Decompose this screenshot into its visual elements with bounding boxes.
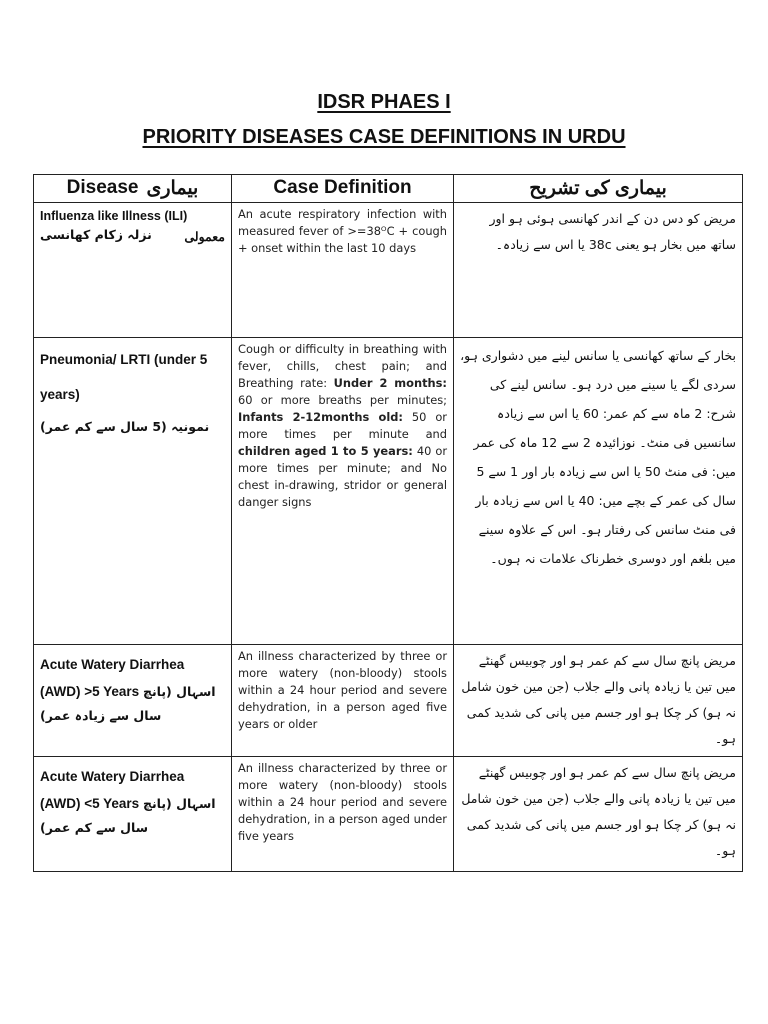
disease-cell	[34, 338, 232, 645]
table-row	[34, 645, 743, 757]
disease-name-en: Acute Watery Diarrhea	[40, 769, 185, 784]
header-case-definition: Case Definition	[232, 175, 454, 203]
definition-text: Cough or difficulty in breathing with fever, chills, chest pain; and Breathing rate:	[238, 342, 447, 390]
definition-text: 60 or more breaths per minutes;	[238, 393, 447, 407]
header-disease-ur: بیماری	[146, 178, 199, 199]
disease-name-ur: سال سے کم عمر)	[40, 820, 148, 835]
disease-cell	[34, 203, 232, 338]
disease-name-ur-a: اسہال (پانچ	[142, 796, 216, 811]
case-definition-cell	[232, 338, 454, 645]
definition-bold: children aged 1 to 5 years:	[238, 444, 413, 458]
case-definition-cell: An illness characterized by three or more watery (non-bloody) stools within a 24 hour period and severe dehydration, in a person aged under five years	[232, 757, 454, 872]
page-title: IDSR PHAES I	[317, 91, 451, 113]
disease-name-en-line2: (AWD) <5 Years	[40, 796, 140, 811]
header-disease-en: Disease	[66, 177, 139, 198]
urdu-explanation-cell: بخار کے ساتھ کھانسی یا سانس لینے میں دشواری ہو، سردی لگے یا سینے میں درد ہو۔ سانس لینے کی شرح: 2 ماہ سے کم عمر: 60 یا اس سے زیادہ سانسیں فی منٹ۔ نوزائیدہ 2 سے 12 ماہ کی عمر میں: فی منٹ 50 یا اس سے زیادہ بار اور 1 سے 5 سال کی عمر کے بچے میں: 40 یا اس سے زیادہ بار فی منٹ سانس کی رفتار ہو۔ اس کے علاوہ سینے میں بلغم اور دوسری خطرناک علامات نہ ہوں۔	[454, 338, 743, 645]
disease-name-ur: سال سے زیادہ عمر)	[40, 708, 162, 723]
table-header-row	[34, 175, 743, 203]
disease-name-ur-suffix: معمولی	[184, 230, 225, 244]
table-row	[34, 203, 743, 338]
disease-name-en: Acute Watery Diarrhea	[40, 657, 185, 672]
page-subtitle: PRIORITY DISEASES CASE DEFINITIONS IN URDU	[142, 126, 626, 148]
header-explanation: بیماری کی تشریح	[454, 175, 743, 203]
urdu-explanation-cell: مریض پانچ سال سے کم عمر ہو اور چوبیس گھنٹے میں تین یا زیادہ پانی والے جلاب (جن مین خون شامل نہ ہو) کر چکا ہو اور جسم میں پانی کی شدید کمی ہو۔	[454, 757, 743, 872]
disease-cell	[34, 645, 232, 757]
disease-name-ur-a: اسہال (پانچ	[142, 684, 216, 699]
case-definitions-table	[33, 174, 743, 872]
table-row	[34, 338, 743, 645]
disease-name-en-line2: years)	[40, 387, 80, 402]
urdu-explanation-cell: مریض پانچ سال سے کم عمر ہو اور چوبیس گھنٹے میں تین یا زیادہ پانی والے جلاب (جن مین خون شامل نہ ہو) کر چکا ہو اور جسم میں پانی کی شدید کمی ہو۔	[454, 645, 743, 757]
definition-text: 40 or more times per minute; and No chest in-drawing, stridor or general danger signs	[238, 444, 448, 509]
disease-name-ur: نمونیہ (5 سال سے کم عمر)	[40, 419, 210, 434]
disease-name-ur: نزلہ زکام کھانسی	[40, 227, 152, 242]
header-disease	[34, 175, 232, 203]
definition-bold: Infants 2-12months old:	[238, 410, 403, 424]
disease-name-en: Influenza like Illness (ILI)	[40, 209, 188, 223]
case-definition-cell: An illness characterized by three or more watery (non-bloody) stools within a 24 hour period and severe dehydration, in a person aged five years or older	[232, 645, 454, 757]
table-row	[34, 757, 743, 872]
case-definition-cell: An acute respiratory infection with measured fever of >=38ᴼC + cough + onset within the last 10 days	[232, 203, 454, 338]
definition-text: 50 or more times per minute and	[238, 410, 447, 441]
disease-name-en: Pneumonia/ LRTI (under 5	[40, 352, 208, 367]
disease-name-en-line2: (AWD) >5 Years	[40, 684, 140, 699]
urdu-explanation-cell: مریض کو دس دن کے اندر کھانسی ہوئی ہو اور ساتھ میں بخار ہو یعنی 38c یا اس سے زیادہ۔	[454, 203, 743, 338]
definition-bold: Under 2 months:	[333, 376, 447, 390]
disease-cell	[34, 757, 232, 872]
